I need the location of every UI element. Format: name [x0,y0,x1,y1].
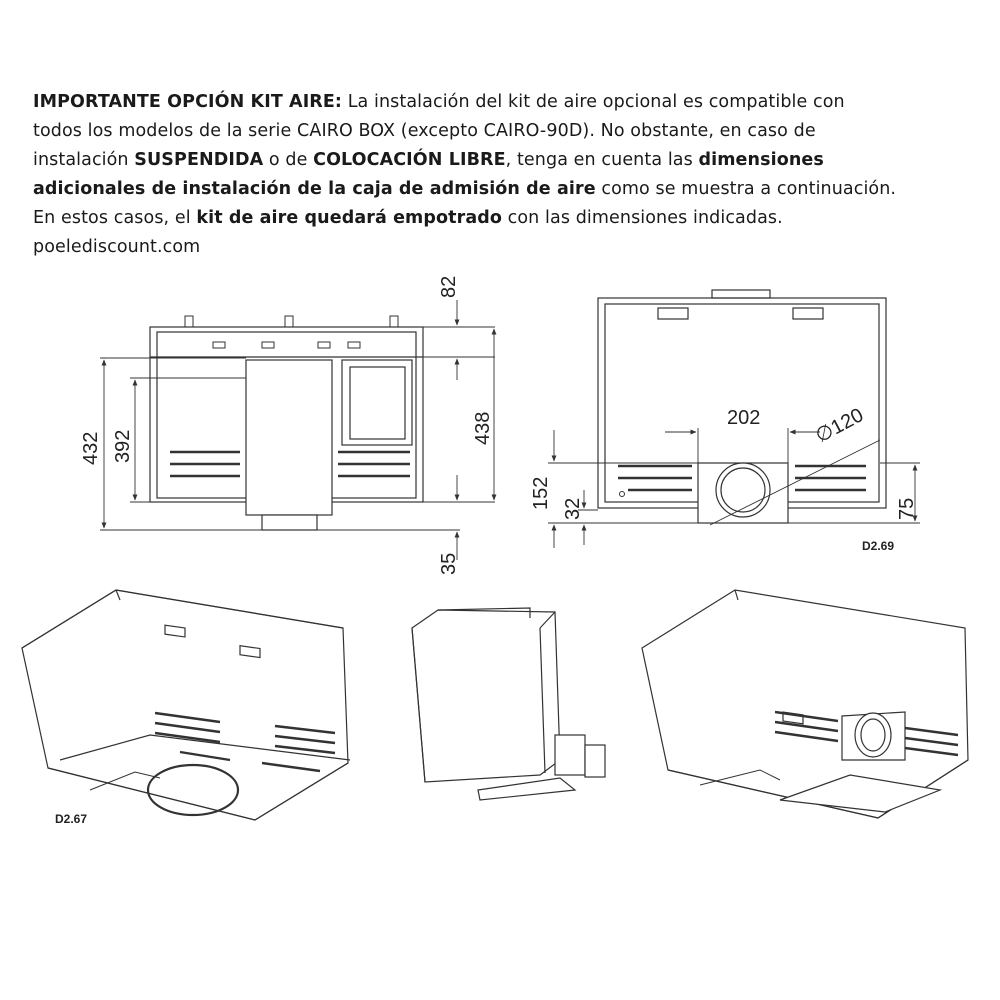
drawing-code-d269: D2.69 [862,539,895,553]
intro-bold-dimensiones: dimensiones [698,150,824,170]
intro-text-5b: con las dimensiones indicadas. [501,208,783,228]
dim-75: 75 [896,497,918,520]
dim-diameter-120: ∅120 [812,404,868,448]
iso-view-center [412,608,605,800]
dim-32: 32 [562,497,584,520]
intro-text-3a: instalación [33,150,135,170]
dim-82: 82 [438,275,460,298]
iso-view-right [642,590,968,818]
drawing-code-d267: D2.67 [55,812,88,826]
dim-438: 438 [472,411,494,445]
intro-text-3b: o de [263,150,314,170]
intro-lead-bold: IMPORTANTE OPCIÓN KIT AIRE: [33,92,343,112]
intro-text-3c: , tenga en cuenta las [505,150,699,170]
intro-line-2: todos los modelos de la serie CAIRO BOX (excepto CAIRO-90D). No obstante, en caso de [33,121,816,141]
iso-view-left [0,590,350,820]
dim-202: 202 [727,407,761,429]
intro-text-5a: En estos casos, el [33,208,197,228]
dim-392: 392 [112,429,134,463]
intro-bold-colocacion: COLOCACIÓN LIBRE [313,150,506,170]
intro-bold-suspendida: SUSPENDIDA [134,150,264,170]
dim-35: 35 [438,552,460,575]
dim-152: 152 [530,476,552,510]
front-view-drawing [150,316,423,530]
intro-text-4: como se muestra a continuación. [595,179,897,199]
intro-bold-empotrado: kit de aire quedará empotrado [196,208,502,228]
intro-bold-adicionales: adicionales de instalación de la caja de admisión de aire [33,179,596,199]
dim-432: 432 [80,431,102,465]
source-credit: poelediscount.com [33,237,201,257]
intro-text-1: La instalación del kit de aire opcional es compatible con [342,92,845,112]
